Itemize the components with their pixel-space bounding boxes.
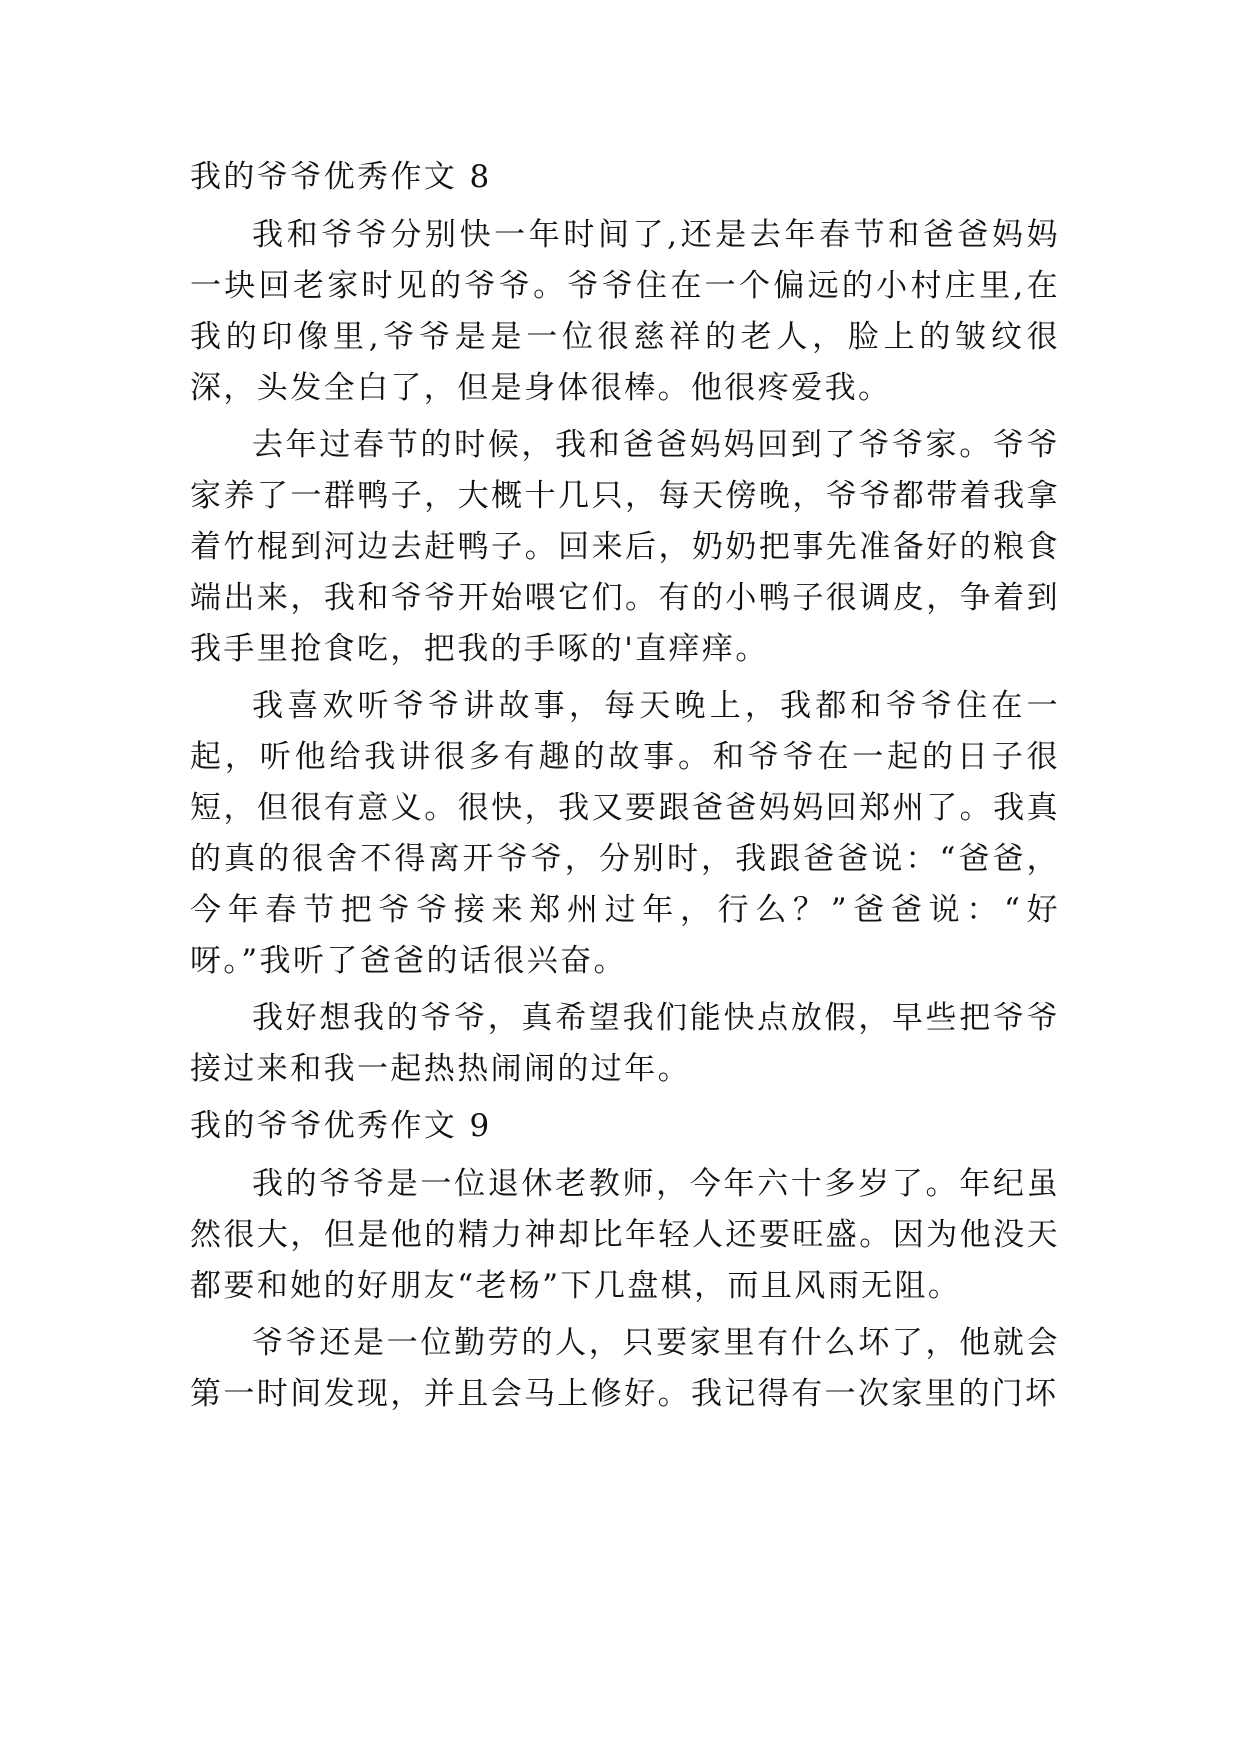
essay-8-paragraph-2: 去年过春节的时候，我和爸爸妈妈回到了爷爷家。爷爷家养了一群鸭子，大概十几只，每天傍晚，爷爷都带着我拿着竹棍到河边去赶鸭子。回来后，奶奶把事先准备好的粮食端出来，我和爷爷开始喂它们。有的小鸭子很调皮，争着到我手里抢食吃，把我的手啄的'直痒痒。: [190, 427, 1060, 667]
essay-8-paragraph-4: 我好想我的爷爷，真希望我们能快点放假，早些把爷爷接过来和我一起热热闹闹的过年。: [190, 1000, 1060, 1087]
essay-title-9: 我的爷爷优秀作文 9: [190, 1108, 492, 1144]
document-body: [190, 152, 1060, 1426]
essay-8-paragraph-1: 我和爷爷分别快一年时间了,还是去年春节和爸爸妈妈一块回老家时见的爷爷。爷爷住在一个偏远的小村庄里,在我的印像里,爷爷是是一位很慈祥的老人，脸上的皱纹很深，头发全白了，但是身体很棒。他很疼爱我。: [190, 217, 1060, 406]
essay-8-paragraph-3: 我喜欢听爷爷讲故事，每天晚上，我都和爷爷住在一起，听他给我讲很多有趣的故事。和爷爷在一起的日子很短，但很有意义。很快，我又要跟爸爸妈妈回郑州了。我真的真的很舍不得离开爷爷，分别时，我跟爸爸说：“爸爸，今年春节把爷爷接来郑州过年，行么？”爸爸说：“好呀。”我听了爸爸的话很兴奋。: [190, 688, 1060, 979]
essay-9-paragraph-1: 我的爷爷是一位退休老教师，今年六十多岁了。年纪虽然很大，但是他的精力神却比年轻人还要旺盛。因为他没天都要和她的好朋友“老杨”下几盘棋，而且风雨无阻。: [190, 1166, 1060, 1304]
essay-title-8: 我的爷爷优秀作文 8: [190, 159, 492, 195]
essay-9-paragraph-2: 爷爷还是一位勤劳的人，只要家里有什么坏了，他就会第一时间发现，并且会马上修好。我记得有一次家里的门坏: [190, 1325, 1060, 1412]
